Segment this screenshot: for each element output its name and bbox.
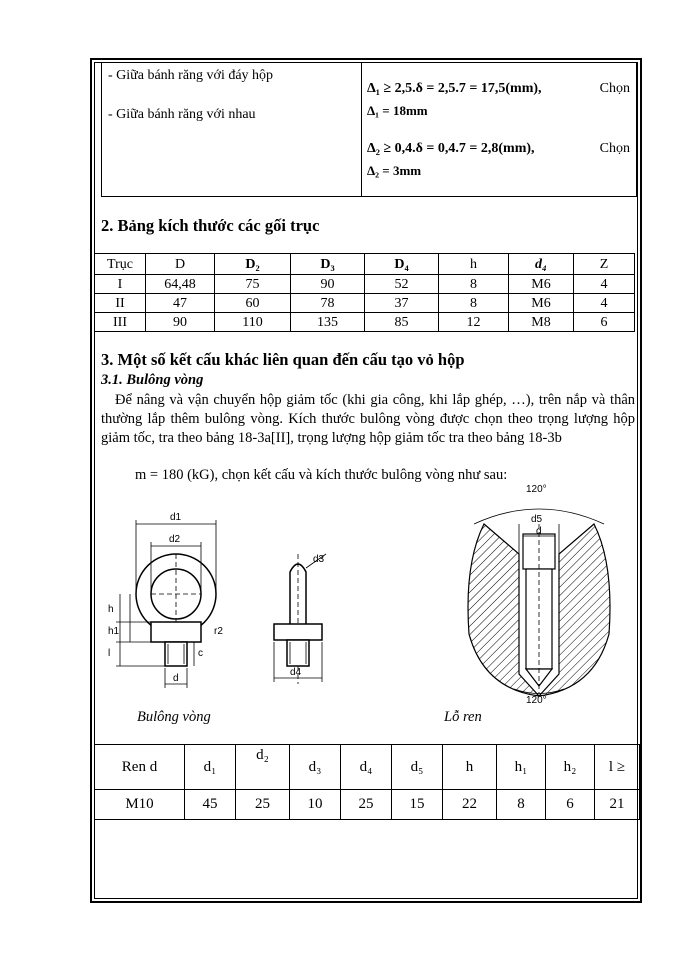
bolt-col-header: l ≥ — [595, 745, 640, 790]
gap-formula-2: Δ₂ ≥ 0,4.δ = 0,4.7 = 2,8(mm), — [367, 141, 535, 156]
table-row — [95, 275, 635, 294]
bearing-col-header: D₂ — [215, 254, 291, 275]
label-r2: r2 — [214, 626, 223, 637]
bolt-col-header: d₃ — [290, 745, 341, 790]
table-row — [95, 294, 635, 313]
cell: 8 — [439, 294, 509, 313]
bolt-col-header: h₁ — [497, 745, 546, 790]
figure-caption-right: Lỗ ren — [444, 709, 482, 725]
gap-table — [101, 62, 637, 197]
cell: 45 — [185, 790, 236, 820]
cell: 52 — [365, 275, 439, 294]
cell: M8 — [509, 313, 574, 332]
bolt-col-header: d₁ — [185, 745, 236, 790]
bearing-col-header: D — [146, 254, 215, 275]
bearing-col-header: Trục — [95, 254, 146, 275]
cell: 4 — [574, 294, 635, 313]
body-paragraph-2: m = 180 (kG), chọn kết cấu và kích thước bulông vòng như sau: — [135, 467, 508, 483]
cell: M6 — [509, 294, 574, 313]
cell: 6 — [546, 790, 595, 820]
cell: 6 — [574, 313, 635, 332]
table-row — [95, 313, 635, 332]
cell: 64,48 — [146, 275, 215, 294]
table-header-row — [95, 745, 640, 790]
label-l: l — [108, 648, 111, 659]
cell: 90 — [291, 275, 365, 294]
bolt-dimension-table — [94, 744, 640, 820]
bearing-col-header: h — [439, 254, 509, 275]
gap-left-line1: - Giữa bánh răng với đáy hộp — [108, 68, 274, 83]
cell: 25 — [236, 790, 290, 820]
cell: 85 — [365, 313, 439, 332]
section3-title: 3. Một số kết cấu khác liên quan đến cấu tạo vỏ hộp — [101, 350, 465, 369]
label-d-hole: d — [536, 526, 542, 537]
bolt-col-header: d₅ — [392, 745, 443, 790]
bolt-col-header: d₂ — [236, 745, 290, 790]
subsection-title: 3.1. Bulông vòng — [101, 372, 204, 388]
cell: III — [95, 313, 146, 332]
cell: I — [95, 275, 146, 294]
eye-bolt-side-drawing — [274, 554, 326, 684]
cell: 78 — [291, 294, 365, 313]
label-d5: d5 — [531, 514, 543, 525]
cell: 21 — [595, 790, 640, 820]
cell: 4 — [574, 275, 635, 294]
cell: 47 — [146, 294, 215, 313]
cell: 10 — [290, 790, 341, 820]
cell: 12 — [439, 313, 509, 332]
cell: M10 — [95, 790, 185, 820]
bearing-col-header: d₄ — [509, 254, 574, 275]
figure-caption-left: Bulông vòng — [137, 709, 211, 725]
gap-right-cell — [362, 63, 637, 197]
label-d4: d4 — [290, 667, 302, 678]
label-c: c — [198, 648, 203, 659]
section2-title: 2. Bảng kích thước các gối trục — [101, 216, 320, 235]
bolt-col-header: d₄ — [341, 745, 392, 790]
table-row — [95, 790, 640, 820]
label-d1: d1 — [170, 512, 182, 523]
label-d2: d2 — [169, 534, 181, 545]
label-h1: h1 — [108, 626, 120, 637]
threaded-hole-drawing — [468, 509, 610, 696]
bearing-table-header — [95, 254, 635, 275]
cell: 15 — [392, 790, 443, 820]
cell: 110 — [215, 313, 291, 332]
gap-result-1: Δ₁ = 18mm — [367, 103, 428, 118]
bolt-col-header: h₂ — [546, 745, 595, 790]
gap-left-cell — [102, 63, 362, 197]
label-angle-top: 120° — [526, 484, 547, 495]
gap-result-2: Δ₂ = 3mm — [367, 163, 422, 178]
cell: 90 — [146, 313, 215, 332]
gap-left-line2: - Giữa bánh răng với nhau — [108, 107, 256, 122]
label-angle-bottom: 120° — [526, 695, 547, 706]
label-h: h — [108, 604, 114, 615]
bearing-col-header: D₄ — [365, 254, 439, 275]
bearing-col-header: Z — [574, 254, 635, 275]
cell: II — [95, 294, 146, 313]
gap-chon-1: Chọn — [599, 81, 630, 96]
bearing-table — [94, 253, 635, 332]
gap-chon-2: Chọn — [599, 141, 630, 156]
bolt-col-header: h — [443, 745, 497, 790]
cell: 8 — [497, 790, 546, 820]
cell: M6 — [509, 275, 574, 294]
body-paragraph: Để nâng và vận chuyển hộp giảm tốc (khi gia công, khi lắp ghép, …), trên nắp và thân thường lắp thêm bulông vòng. Kích thước bulông vòng được chọn theo trọng lượng hộp giảm tốc, tra theo bảng 18-3a[II], trọng lượng hộp giảm tốc tra theo bảng 18-3b — [101, 392, 635, 446]
cell: 75 — [215, 275, 291, 294]
cell: 135 — [291, 313, 365, 332]
cell: 37 — [365, 294, 439, 313]
cell: 60 — [215, 294, 291, 313]
eye-bolt-front-drawing — [116, 520, 216, 688]
figure-drawings — [94, 484, 640, 706]
cell: 25 — [341, 790, 392, 820]
label-d3: d3 — [313, 554, 325, 565]
label-d: d — [173, 673, 179, 684]
bearing-col-header: D₃ — [291, 254, 365, 275]
cell: 22 — [443, 790, 497, 820]
bolt-col-header: Ren d — [95, 745, 185, 790]
gap-formula-1: Δ₁ ≥ 2,5.δ = 2,5.7 = 17,5(mm), — [367, 81, 542, 96]
cell: 8 — [439, 275, 509, 294]
